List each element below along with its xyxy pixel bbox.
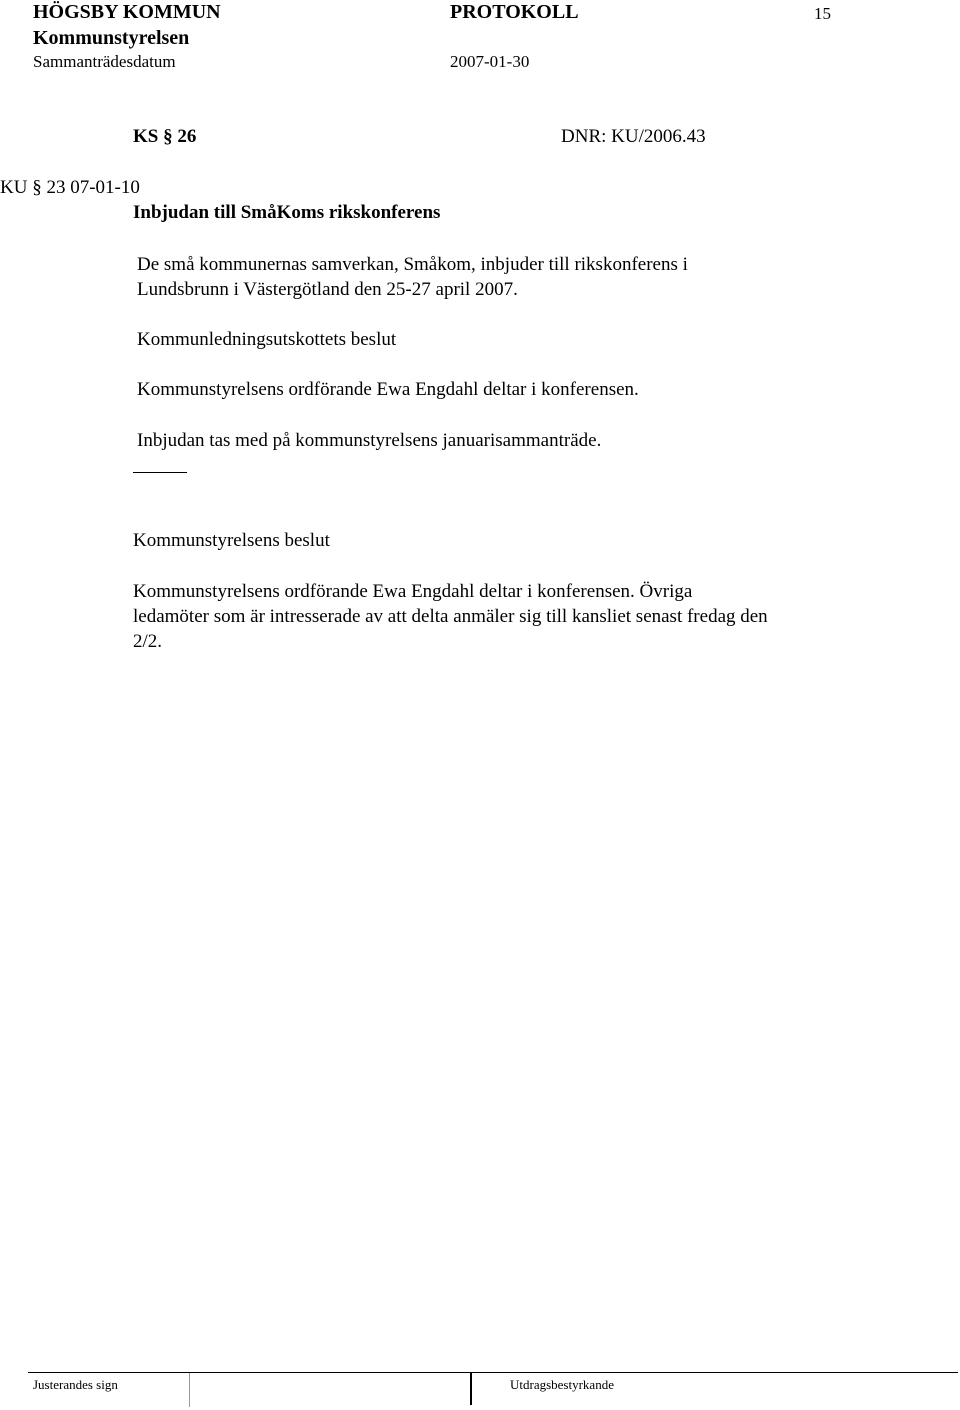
document-type: PROTOKOLL — [450, 1, 579, 23]
footer-rule — [28, 1372, 958, 1373]
footer-extract-label: Utdragsbestyrkande — [510, 1377, 614, 1392]
board-decision-line-3: 2/2. — [133, 631, 163, 652]
separator-line — [133, 472, 187, 473]
footer-divider-dark — [470, 1373, 472, 1405]
board-decision-heading: Kommunstyrelsens beslut — [133, 530, 330, 551]
municipality-name: HÖGSBY KOMMUN — [33, 1, 221, 23]
case-ks — [133, 124, 196, 149]
board-decision-line-2: ledamöter som är intresserade av att delta anmäler sig till kansliet senast fredag den — [133, 606, 768, 627]
intro-line-1: De små kommunernas samverkan, Småkom, inbjuder till rikskonferens i — [137, 254, 688, 275]
case-ks-label: KS — [133, 126, 159, 147]
committee-decision-heading: Kommunledningsutskottets beslut — [137, 329, 397, 350]
board-decision-line-1: Kommunstyrelsens ordförande Ewa Engdahl deltar i konferensen. Övriga — [133, 581, 693, 602]
ku-ref-prefix: KU — [0, 177, 28, 198]
footer-sign-label: Justerandes sign — [33, 1377, 118, 1392]
case-title: Inbjudan till SmåKoms rikskonferens — [133, 202, 441, 223]
section-symbol: § — [32, 177, 42, 198]
footer-divider-light — [189, 1373, 190, 1407]
meeting-date-value: 2007-01-30 — [450, 52, 530, 71]
committee-decision-paragraph-1: Kommunstyrelsens ordförande Ewa Engdahl deltar i konferensen. — [137, 379, 639, 400]
case-dnr: DNR: KU/2006.43 — [561, 126, 706, 147]
page-number: 15 — [814, 4, 831, 23]
intro-line-2: Lundsbrunn i Västergötland den 25-27 april 2007. — [137, 279, 518, 300]
committee-decision-paragraph-2: Inbjudan tas med på kommunstyrelsens januarisammanträde. — [137, 430, 602, 451]
ku-ref-rest: 23 07-01-10 — [46, 177, 140, 198]
meeting-date-label: Sammanträdesdatum — [33, 52, 176, 71]
ku-reference — [0, 175, 140, 200]
section-symbol: § — [163, 126, 173, 147]
board-name: Kommunstyrelsen — [33, 27, 190, 49]
case-ks-number: 26 — [177, 126, 197, 147]
